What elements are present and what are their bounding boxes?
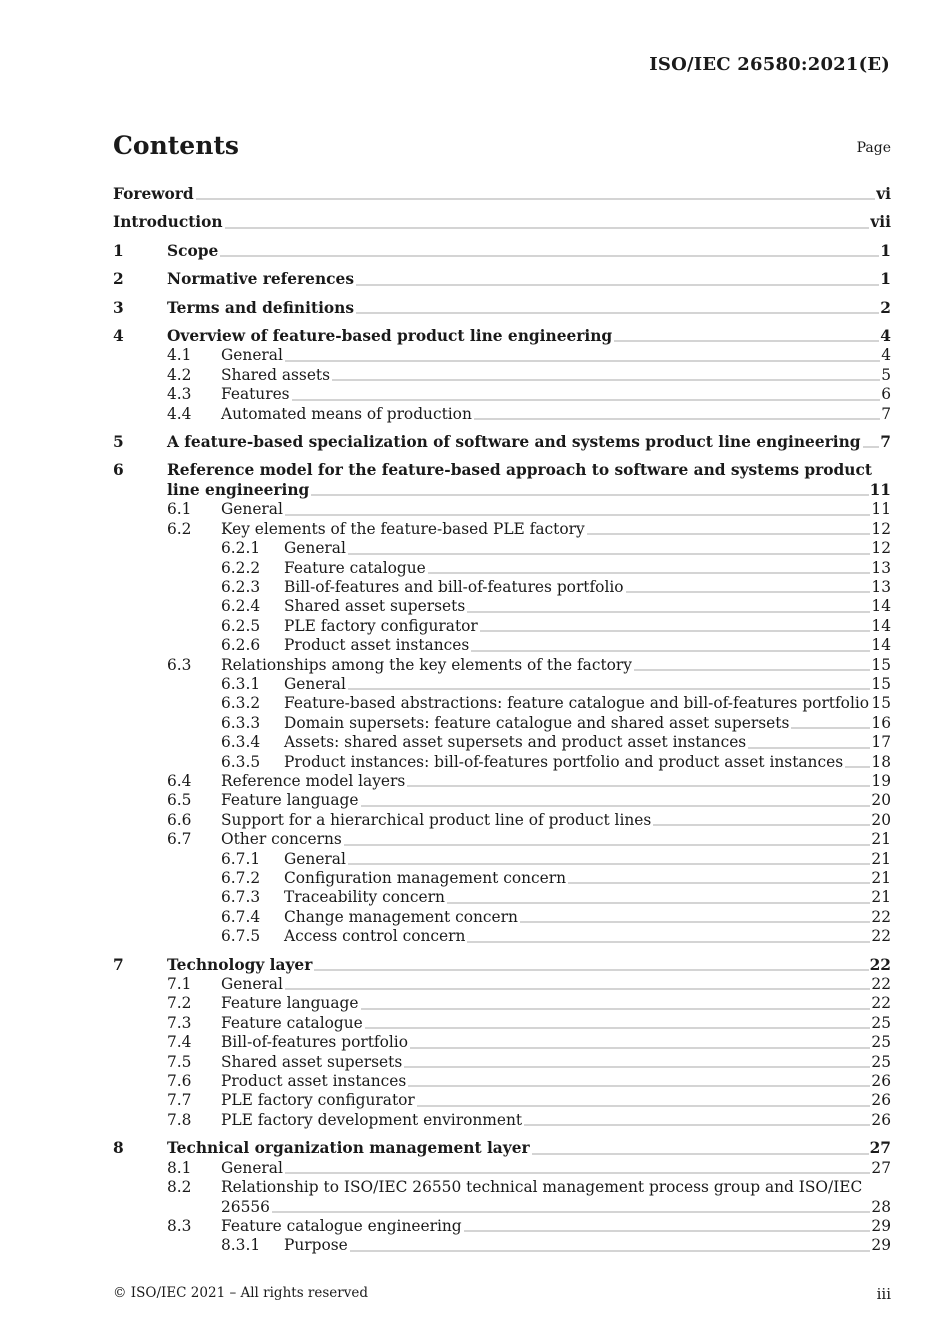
toc-page: 29	[871, 1236, 891, 1255]
toc-title: General	[221, 1158, 283, 1177]
toc-entry-4-2[interactable]	[113, 366, 891, 385]
toc-title: General	[221, 500, 283, 519]
toc-entry-6-7-5[interactable]	[113, 927, 891, 946]
toc-number: 7.8	[167, 1110, 192, 1129]
toc-number: 8	[113, 1139, 124, 1158]
toc-title: Access control concern	[284, 927, 466, 946]
toc-page: 26	[871, 1110, 891, 1129]
toc-page: 22	[869, 955, 891, 974]
dot-leader	[285, 986, 871, 990]
toc-page: 15	[871, 674, 891, 693]
dot-leader	[356, 310, 879, 314]
toc-number: 4.3	[167, 385, 192, 404]
dot-leader	[524, 1122, 870, 1126]
dot-leader	[196, 196, 876, 200]
dot-leader	[292, 397, 881, 401]
dot-leader	[361, 803, 871, 807]
toc-page: 17	[871, 733, 891, 752]
table-of-contents	[113, 185, 891, 1256]
toc-page: 21	[871, 869, 891, 887]
toc-entry-8-1[interactable]	[113, 1159, 891, 1178]
toc-entry-6-7-1[interactable]	[113, 850, 891, 869]
toc-page: 6	[881, 385, 891, 404]
toc-title: Foreword	[113, 185, 194, 203]
toc-number: 6.7.2	[221, 869, 261, 887]
copyright-notice: © ISO/IEC 2021 – All rights reserved	[113, 1285, 368, 1301]
toc-number: 7.7	[167, 1091, 192, 1110]
dot-leader	[748, 745, 870, 749]
toc-title: Feature catalogue engineering	[221, 1216, 462, 1235]
toc-entry-6-3-3[interactable]	[113, 714, 891, 733]
toc-page: 19	[871, 771, 891, 790]
toc-entry-7[interactable]	[113, 956, 891, 975]
toc-title: General	[284, 539, 346, 558]
dot-leader	[314, 967, 868, 971]
toc-number: 1	[113, 241, 124, 260]
toc-page: 29	[871, 1216, 891, 1235]
dot-leader	[428, 570, 871, 574]
toc-page: 4	[880, 327, 891, 346]
page-number: iii	[876, 1285, 891, 1303]
toc-number: 7.6	[167, 1072, 192, 1091]
toc-entry-7-6[interactable]	[113, 1072, 891, 1091]
toc-entry-7-4[interactable]	[113, 1033, 891, 1052]
toc-number: 8.3	[167, 1216, 192, 1235]
toc-page: 15	[871, 694, 891, 713]
dot-leader	[408, 1083, 870, 1087]
toc-entry-5[interactable]	[113, 433, 891, 452]
dot-leader	[365, 1025, 871, 1029]
toc-title: Product asset instances	[284, 636, 470, 655]
toc-page: 13	[871, 577, 891, 596]
dot-leader	[348, 686, 871, 690]
toc-number: 2	[113, 270, 124, 289]
toc-title: Bill-of-features portfolio	[221, 1033, 408, 1052]
toc-page: 22	[871, 907, 891, 926]
toc-page: 11	[869, 480, 891, 499]
toc-number: 6.2.3	[221, 577, 261, 596]
dot-leader	[845, 764, 870, 768]
toc-title: Shared assets	[221, 365, 331, 384]
toc-entry-7-1[interactable]	[113, 975, 891, 994]
toc-page: 18	[871, 752, 891, 771]
toc-number: 7	[113, 955, 124, 974]
dot-leader	[653, 822, 870, 826]
toc-page: 20	[871, 810, 891, 829]
dot-leader	[480, 628, 871, 632]
toc-page: 1	[880, 241, 891, 260]
toc-page: 4	[881, 346, 891, 365]
toc-title: Product asset instances	[221, 1072, 407, 1091]
toc-title: Shared asset supersets	[284, 597, 466, 616]
toc-entry-6-4[interactable]	[113, 772, 891, 791]
toc-page: 15	[871, 655, 891, 674]
toc-title: Bill-of-features and bill-of-features portfolio	[284, 577, 624, 596]
toc-title: Support for a hierarchical product line of product lines	[221, 810, 652, 829]
toc-entry-6-5[interactable]	[113, 791, 891, 810]
toc-entry-3[interactable]	[113, 299, 891, 318]
dot-leader	[464, 1228, 871, 1232]
toc-entry-6-2-5[interactable]	[113, 617, 891, 636]
toc-number: 6.7.5	[221, 927, 261, 946]
toc-entry-6-7[interactable]	[113, 830, 891, 849]
toc-page: 5	[881, 365, 891, 384]
toc-entry-2[interactable]	[113, 270, 891, 289]
toc-number: 7.4	[167, 1033, 192, 1052]
contents-title-row	[113, 131, 891, 160]
toc-number: 6.2.4	[221, 597, 261, 616]
toc-title: Key elements of the feature-based PLE factory	[221, 519, 585, 538]
toc-title: Shared asset supersets	[221, 1052, 403, 1071]
dot-leader	[863, 444, 880, 448]
toc-entry-7-2[interactable]	[113, 994, 891, 1013]
toc-entry-8[interactable]	[113, 1139, 891, 1158]
toc-title-line2: line engineering	[167, 480, 310, 499]
toc-entry-6-6[interactable]	[113, 811, 891, 830]
toc-entry-6-3-4[interactable]	[113, 733, 891, 752]
toc-entry-8-3[interactable]	[113, 1217, 891, 1236]
toc-entry-6-2-4[interactable]	[113, 597, 891, 616]
toc-page: 26	[871, 1091, 891, 1110]
dot-leader	[350, 1248, 871, 1252]
toc-number: 6.7.3	[221, 888, 261, 907]
toc-number: 6.6	[167, 810, 192, 829]
toc-entry-6-2-3[interactable]	[113, 578, 891, 597]
dot-leader	[614, 338, 879, 342]
contents-title: Contents	[113, 131, 240, 160]
toc-number: 6.3.4	[221, 733, 261, 752]
toc-page: 22	[871, 994, 891, 1013]
toc-number: 6.5	[167, 791, 192, 810]
dot-leader	[471, 648, 870, 652]
dot-leader	[361, 1006, 871, 1010]
toc-title: Feature catalogue	[284, 558, 426, 577]
toc-number: 6.2	[167, 519, 192, 538]
toc-title: Introduction	[113, 213, 223, 232]
dot-leader	[272, 1209, 870, 1213]
toc-number: 6.7.4	[221, 907, 261, 926]
toc-page: 16	[871, 713, 891, 732]
toc-title: Technical organization management layer	[167, 1139, 530, 1158]
toc-entry-6-7-4[interactable]	[113, 908, 891, 927]
toc-title: Domain supersets: feature catalogue and shared asset supersets	[284, 713, 790, 732]
page-footer	[113, 1285, 891, 1303]
toc-number: 7.2	[167, 994, 192, 1013]
toc-entry-6-2-2[interactable]	[113, 559, 891, 578]
dot-leader	[467, 609, 870, 613]
toc-number: 4.4	[167, 404, 192, 423]
toc-entry-6-3[interactable]	[113, 656, 891, 675]
toc-page: 7	[880, 433, 891, 452]
dot-leader	[467, 939, 870, 943]
toc-entry-4-4[interactable]	[113, 405, 891, 424]
dot-leader	[532, 1151, 869, 1155]
toc-page: 14	[871, 597, 891, 616]
dot-leader	[626, 589, 871, 593]
toc-page: 21	[871, 830, 891, 849]
toc-entry-6-2-6[interactable]	[113, 636, 891, 655]
toc-title: A feature-based specialization of software and systems product line engineering	[167, 433, 861, 452]
dot-leader	[474, 416, 880, 420]
toc-page: 14	[871, 636, 891, 655]
toc-title-line2: 26556	[221, 1197, 270, 1216]
toc-number: 6.7	[167, 830, 192, 849]
dot-leader	[225, 225, 870, 229]
toc-title: General	[221, 975, 283, 994]
toc-entry-6-2-1[interactable]	[113, 539, 891, 558]
dot-leader	[447, 900, 871, 904]
toc-title: Features	[221, 385, 290, 404]
dot-leader	[348, 861, 871, 865]
toc-title-line1: Relationship to ISO/IEC 26550 technical management process group and ISO/IEC	[221, 1178, 863, 1197]
toc-page: 12	[871, 519, 891, 538]
toc-title: PLE factory development environment	[221, 1110, 523, 1129]
toc-number: 3	[113, 298, 124, 317]
toc-title: Technology layer	[167, 955, 313, 974]
toc-title-line1: Reference model for the feature-based approach to software and systems product	[167, 461, 872, 480]
toc-entry-7-5[interactable]	[113, 1053, 891, 1072]
toc-number: 5	[113, 433, 124, 452]
dot-leader	[311, 492, 868, 496]
toc-title: Configuration management concern	[284, 869, 566, 887]
toc-entry-6-3-1[interactable]	[113, 675, 891, 694]
toc-number: 7.3	[167, 1013, 192, 1032]
toc-page: vii	[870, 213, 891, 232]
dot-leader	[348, 551, 871, 555]
toc-title: Feature catalogue	[221, 1013, 363, 1032]
toc-title: Feature-based abstractions: feature catalogue and bill-of-features portfolio	[284, 694, 870, 713]
toc-title: Product instances: bill-of-features portfolio and product asset instances	[284, 752, 844, 771]
toc-page: 11	[871, 500, 891, 519]
toc-page: 1	[880, 270, 891, 289]
toc-page: 12	[871, 539, 891, 558]
dot-leader	[791, 725, 870, 729]
toc-entry-7-3[interactable]	[113, 1014, 891, 1033]
dot-leader	[404, 1064, 870, 1068]
toc-page: 25	[871, 1033, 891, 1052]
toc-title: PLE factory configurator	[284, 616, 478, 635]
page-column-label: Page	[856, 140, 891, 156]
toc-page: 13	[871, 558, 891, 577]
dot-leader	[410, 1045, 870, 1049]
toc-number: 6.3.3	[221, 713, 261, 732]
toc-title: General	[284, 674, 346, 693]
toc-title: General	[221, 346, 283, 365]
toc-page: 25	[871, 1052, 891, 1071]
toc-entry-8-2[interactable]	[113, 1178, 891, 1217]
toc-number: 6.2.5	[221, 616, 261, 635]
toc-page: 27	[869, 1139, 891, 1158]
toc-page: 26	[871, 1072, 891, 1091]
dot-leader	[285, 358, 880, 362]
toc-title: Automated means of production	[221, 404, 472, 423]
toc-title: Normative references	[167, 270, 354, 289]
toc-number: 6.3	[167, 655, 192, 674]
dot-leader	[285, 512, 871, 516]
document-id: ISO/IEC 26580:2021(E)	[649, 54, 890, 75]
toc-title: Relationships among the key elements of the factory	[221, 655, 632, 674]
toc-page: 7	[881, 404, 891, 423]
toc-page: 22	[871, 975, 891, 994]
toc-page: 14	[871, 616, 891, 635]
toc-number: 7.5	[167, 1052, 192, 1071]
toc-number: 8.1	[167, 1158, 192, 1177]
toc-title: Feature language	[221, 994, 359, 1013]
dot-leader	[520, 919, 870, 923]
dot-leader	[587, 531, 871, 535]
toc-entry-7-7[interactable]	[113, 1091, 891, 1110]
toc-page: 22	[871, 927, 891, 946]
toc-number: 6	[113, 461, 124, 480]
toc-number: 8.3.1	[221, 1236, 261, 1255]
toc-entry-6-3-2[interactable]	[113, 694, 891, 713]
dot-leader	[332, 377, 880, 381]
toc-entry-6-7-2[interactable]	[113, 869, 891, 888]
toc-entry-foreword[interactable]	[113, 185, 891, 204]
toc-page: vi	[876, 185, 891, 203]
toc-page: 28	[871, 1197, 891, 1216]
toc-number: 6.4	[167, 771, 192, 790]
toc-title: Scope	[167, 241, 219, 260]
toc-number: 6.3.5	[221, 752, 261, 771]
toc-number: 4	[113, 327, 124, 346]
toc-entry-6[interactable]	[113, 461, 891, 500]
toc-title: Feature language	[221, 791, 359, 810]
toc-title: Overview of feature-based product line engineering	[167, 327, 613, 346]
toc-title: Assets: shared asset supersets and product asset instances	[284, 733, 747, 752]
toc-entry-4[interactable]	[113, 327, 891, 346]
toc-number: 6.1	[167, 500, 192, 519]
toc-page: 25	[871, 1013, 891, 1032]
dot-leader	[220, 253, 879, 257]
dot-leader	[344, 842, 871, 846]
toc-entry-6-7-3[interactable]	[113, 888, 891, 907]
dot-leader	[407, 783, 870, 787]
toc-entry-introduction[interactable]	[113, 213, 891, 232]
toc-page: 20	[871, 791, 891, 810]
toc-entry-6-3-5[interactable]	[113, 753, 891, 772]
dot-leader	[356, 282, 879, 286]
toc-title: General	[284, 849, 346, 868]
toc-entry-6-1[interactable]	[113, 500, 891, 519]
toc-entry-6-2[interactable]	[113, 520, 891, 539]
toc-title: Purpose	[284, 1236, 348, 1255]
toc-entry-4-1[interactable]	[113, 346, 891, 365]
toc-title: Traceability concern	[284, 888, 445, 907]
dot-leader	[417, 1103, 871, 1107]
toc-entry-8-3-1[interactable]	[113, 1236, 891, 1255]
toc-page: 21	[871, 849, 891, 868]
toc-page: 27	[871, 1158, 891, 1177]
dot-leader	[634, 667, 870, 671]
dot-leader	[285, 1170, 871, 1174]
toc-title: Reference model layers	[221, 771, 406, 790]
toc-number: 6.2.6	[221, 636, 261, 655]
dot-leader	[568, 880, 870, 884]
toc-number: 6.3.2	[221, 694, 261, 713]
toc-number: 6.3.1	[221, 674, 261, 693]
toc-title: Change management concern	[284, 907, 518, 926]
toc-number: 4.2	[167, 365, 192, 384]
toc-page: 21	[871, 888, 891, 907]
toc-number: 8.2	[167, 1178, 192, 1197]
toc-number: 7.1	[167, 975, 192, 994]
toc-number: 6.2.1	[221, 539, 261, 558]
toc-entry-4-3[interactable]	[113, 385, 891, 404]
toc-entry-7-8[interactable]	[113, 1111, 891, 1130]
toc-entry-1[interactable]	[113, 242, 891, 261]
toc-number: 4.1	[167, 346, 192, 365]
toc-page: 2	[880, 298, 891, 317]
toc-number: 6.2.2	[221, 558, 261, 577]
toc-number: 6.7.1	[221, 849, 261, 868]
toc-title: Other concerns	[221, 830, 342, 849]
toc-title: PLE factory configurator	[221, 1091, 415, 1110]
toc-title: Terms and definitions	[167, 298, 355, 317]
